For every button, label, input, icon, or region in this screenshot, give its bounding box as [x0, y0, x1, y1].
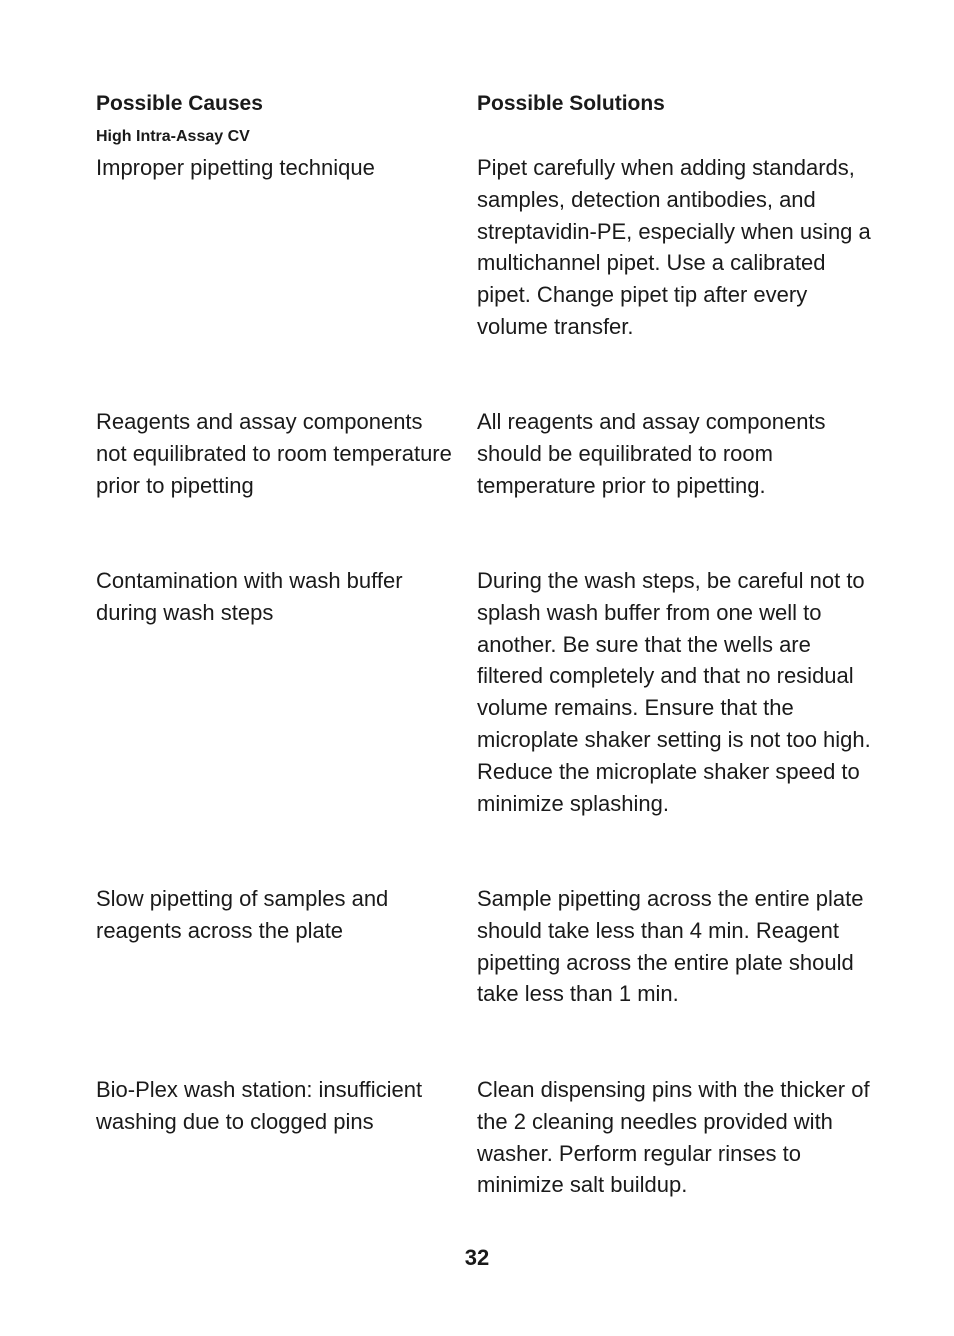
- cause-text: Improper pipetting technique: [96, 155, 375, 180]
- solution-text: All reagents and assay components should be equilibrated to room temperature prior to pipetting.: [477, 409, 826, 498]
- cause-text: Contamination with wash buffer during wash steps: [96, 568, 403, 625]
- cause-text: Slow pipetting of samples and reagents across the plate: [96, 886, 389, 943]
- cause-text: Reagents and assay components not equilibrated to room temperature prior to pipetting: [96, 409, 452, 498]
- solution-text: Pipet carefully when adding standards, samples, detection antibodies, and streptavidin-PE, especially when using a multichannel pipet. Use a calibrated pipet. Change pipet tip after every volume transfer.: [477, 155, 871, 339]
- solution-text: Sample pipetting across the entire plate should take less than 4 min. Reagent pipetting across the entire plate should take less than 1 min.: [477, 886, 864, 1007]
- solutions-column-header: Possible Solutions: [477, 92, 665, 115]
- solution-text: During the wash steps, be careful not to splash wash buffer from one well to another. Be sure that the wells are filtered completely and that no residual volume remains. Ensure that the microplate shaker setting is not too high. Reduce the microplate shaker speed to minimize splashing.: [477, 568, 871, 816]
- causes-column-header: Possible Causes: [96, 92, 263, 115]
- cause-text: Bio-Plex wash station: insufficient washing due to clogged pins: [96, 1077, 423, 1134]
- section-title: High Intra-Assay CV: [96, 128, 250, 145]
- page-number: 32: [464, 1245, 490, 1270]
- solution-text: Clean dispensing pins with the thicker of the 2 cleaning needles provided with washer. Perform regular rinses to minimize salt buildup.: [477, 1077, 870, 1198]
